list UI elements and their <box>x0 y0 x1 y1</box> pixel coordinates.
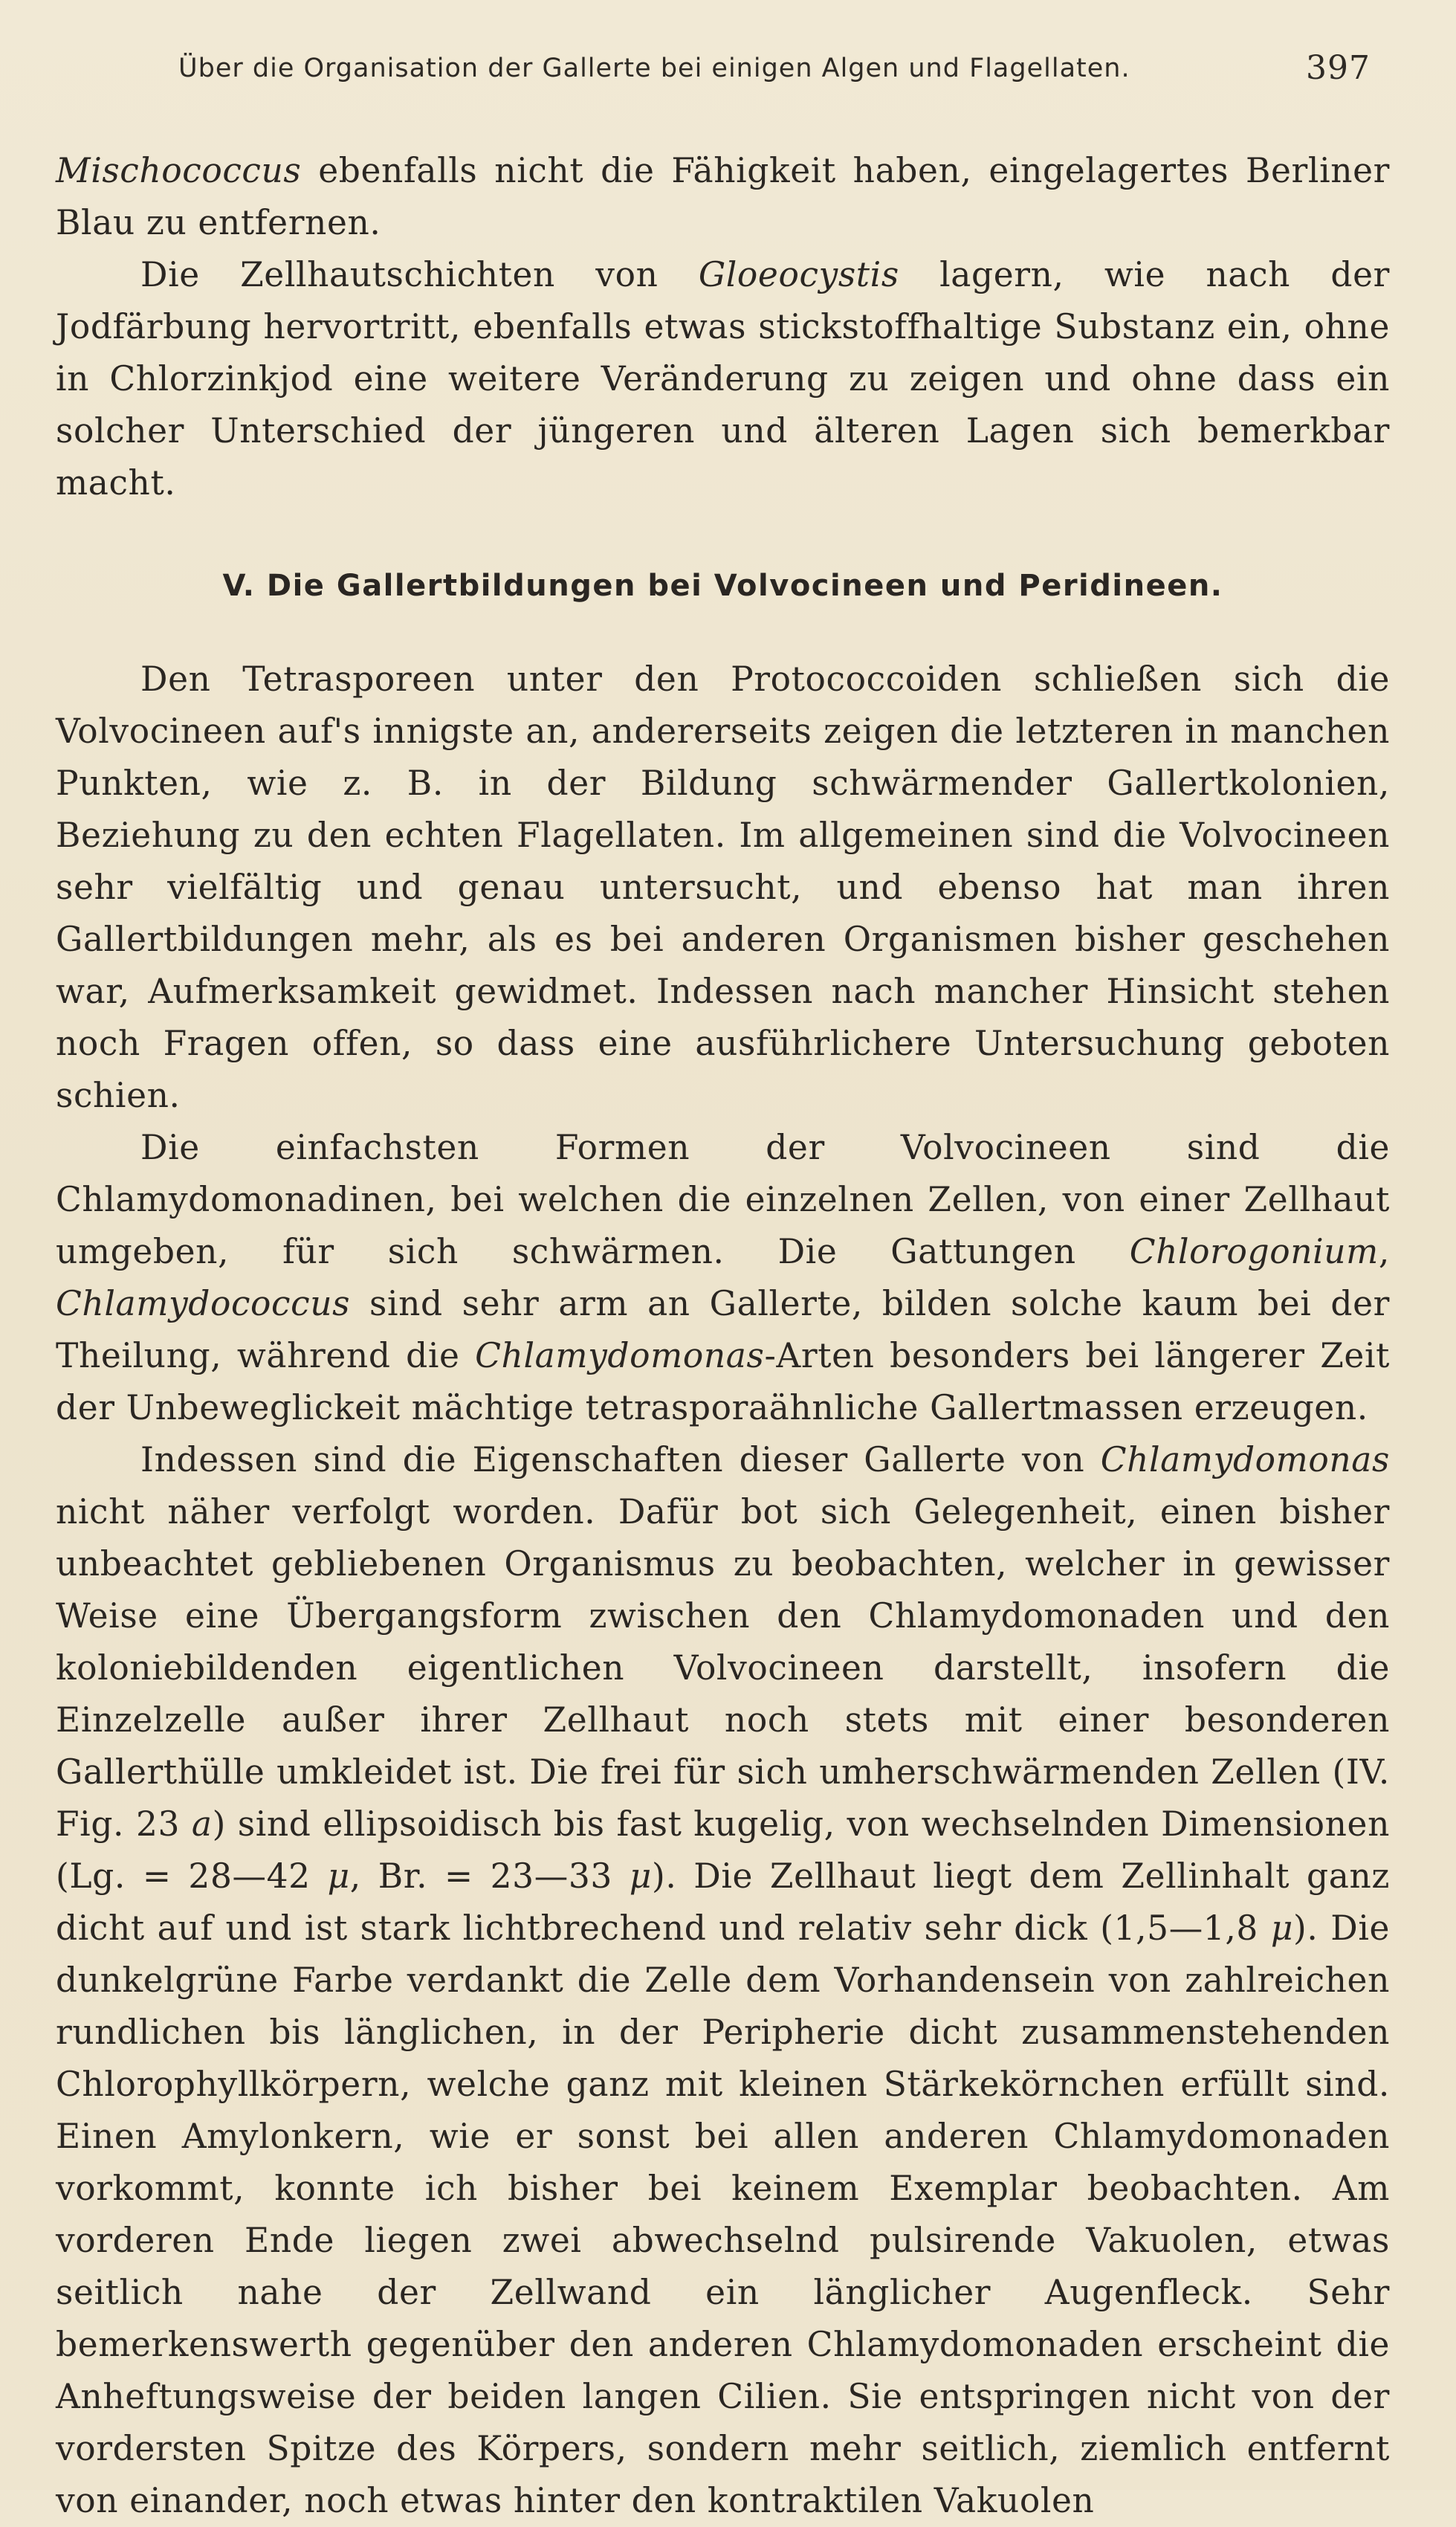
text-run: , Br. = 23—33 <box>349 1856 630 1896</box>
text-run: ). Die Zellhaut liegt dem Zellinhalt ganz dicht auf und ist stark lichtbrechend und relativ sehr dick (1,5—1,8 <box>56 1856 1390 1948</box>
taxon-name: Mischococcus <box>56 151 302 190</box>
page-number: 397 <box>1306 49 1371 87</box>
unit-symbol: μ <box>1270 1908 1293 1948</box>
figure-label: a <box>191 1804 213 1844</box>
unit-symbol: μ <box>327 1856 350 1896</box>
paragraph-2 <box>56 249 1390 509</box>
taxon-name: Chlamydococcus <box>56 1284 351 1323</box>
text-run: ) sind ellipsoidisch bis fast kugelig, von wechselnden Dimensionen (Lg. = 28—42 <box>56 1804 1390 1896</box>
paragraph-3 <box>56 653 1390 1122</box>
text-run: -Arten besonders bei längerer Zeit der Unbeweglickeit mächtige tetrasporaähnliche Gallertmassen erzeugen. <box>56 1336 1390 1427</box>
text-run: Die Zellhautschichten von <box>140 255 699 294</box>
taxon-name: Gloeocystis <box>698 255 899 294</box>
paragraph-5 <box>56 1434 1390 2527</box>
text-run: sind sehr arm an Gallerte, bilden solche kaum bei der Theilung, während die <box>56 1284 1390 1375</box>
text-run: ebenfalls nicht die Fähigkeit haben, eingelagertes Berliner Blau zu entfernen. <box>56 151 1390 242</box>
taxon-name: Chlamydomonas <box>475 1336 765 1375</box>
text-run: Den Tetrasporeen unter den Protococcoiden schließen sich die Volvocineen auf's innigste an, andererseits zeigen die letzteren in manchen Punkten, wie z. B. in der Bildung schwärmender Gallertkolonien, Beziehung zu den echten Flagellaten. Im allgemeinen sind die Volvocineen sehr vielfältig und genau untersucht, und ebenso hat man ihren Gallertbildungen mehr, als es bei anderen Organismen bisher geschehen war, Aufmerksamkeit gewidmet. Indessen nach mancher Hinsicht stehen noch Fragen offen, so dass eine ausführlichere Untersuchung geboten schien. <box>56 659 1390 1115</box>
text-run: Die einfachsten Formen der Volvocineen sind die Chlamydomonadinen, bei welchen die einzelnen Zellen, von einer Zellhaut umgeben, für sich schwärmen. Die Gattungen <box>56 1128 1390 1271</box>
text-run: nicht näher verfolgt worden. Dafür bot sich Gelegenheit, einen bisher unbeachtet gebliebenen Organismus zu beobachten, welcher in gewisser Weise eine Übergangsform zwischen den Chlamydomonaden und den koloniebildenden eigentlichen Volvocineen darstellt, insofern die Einzelzelle außer ihrer Zellhaut noch stets mit einer besonderen Gallerthülle umkleidet ist. Die frei für sich umherschwärmenden Zellen (IV. Fig. 23 <box>56 1492 1390 1844</box>
body-text <box>56 145 1390 2527</box>
text-run: ). Die dunkelgrüne Farbe verdankt die Zelle dem Vorhandensein von zahlreichen rundlichen bis länglichen, in der Peripherie dicht zusammenstehenden Chlorophyllkörpern, welche ganz mit kleinen Stärkekörnchen erfüllt sind. Einen Amylonkern, wie er sonst bei allen anderen Chlamydomonaden vorkommt, konnte ich bisher bei keinem Exemplar beobachten. Am vorderen Ende liegen zwei abwechselnd pulsirende Vakuolen, etwas seitlich nahe der Zellwand ein länglicher Augenfleck. Sehr bemerkenswerth gegenüber den anderen Chlamydomonaden erscheint die Anheftungsweise der beiden langen Cilien. Sie entspringen nicht von der vordersten Spitze des Körpers, sondern mehr seitlich, ziemlich entfernt von einander, noch etwas hinter den kontraktilen Vakuolen <box>56 1908 1390 2520</box>
running-title: Über die Organisation der Gallerte bei einigen Algen und Flagellaten. <box>178 54 1130 83</box>
paragraph-1 <box>56 145 1390 249</box>
text-run: Indessen sind die Eigenschaften dieser Gallerte von <box>140 1440 1101 1479</box>
section-heading: V. Die Gallertbildungen bei Volvocineen und Peridineen. <box>222 569 1223 603</box>
text-run: lagern, wie nach der Jodfärbung hervortritt, ebenfalls etwas stickstoffhaltige Substanz ein, ohne in Chlorzinkjod eine weitere Veränderung zu zeigen und ohne dass ein solcher Unterschied der jüngeren und älteren Lagen sich bemerkbar macht. <box>56 255 1390 503</box>
text-run: , <box>1378 1232 1390 1271</box>
unit-symbol: μ <box>629 1856 652 1896</box>
paragraph-4 <box>56 1122 1390 1434</box>
taxon-name: Chlamydomonas <box>1100 1440 1390 1479</box>
taxon-name: Chlorogonium <box>1129 1232 1379 1271</box>
